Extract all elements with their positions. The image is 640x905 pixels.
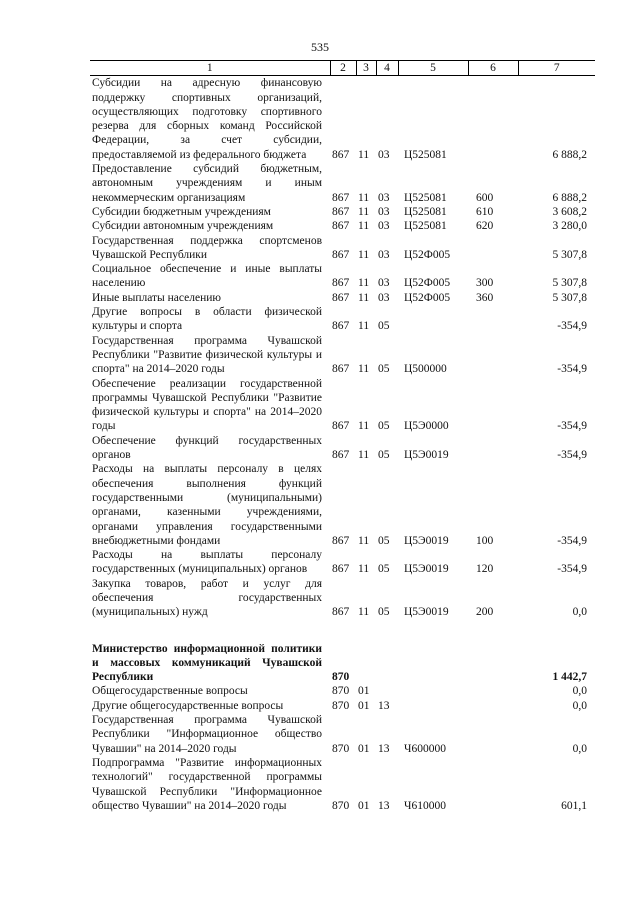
row-name: Обеспечение функций государственных органов — [92, 434, 322, 462]
row-section: 01 — [358, 699, 370, 712]
row-target-article: Ц525081 — [404, 205, 447, 218]
row-name: Иные выплаты населению — [92, 291, 221, 304]
table-row — [90, 756, 595, 813]
row-target-article: Ц5Э0000 — [404, 420, 449, 433]
row-subsection: 05 — [378, 534, 390, 547]
row-subsection: 03 — [378, 191, 390, 204]
row-section: 11 — [358, 606, 370, 619]
table-row — [90, 577, 595, 620]
row-section: 11 — [358, 220, 370, 233]
row-expense-type — [468, 377, 518, 434]
row-section: 01 — [358, 742, 370, 755]
row-admin-code: 867 — [332, 606, 350, 619]
row-expense-type: 200 — [476, 606, 494, 619]
row-expense-type: 620 — [476, 220, 494, 233]
row-expense-type: 100 — [476, 534, 494, 547]
budget-table — [90, 60, 595, 813]
row-amount: 5 307,8 — [552, 291, 587, 304]
row-amount: 3 280,0 — [552, 220, 587, 233]
row-name: Социальное обеспечение и иные выплаты населению — [92, 263, 322, 290]
row-target-article: Ц52Ф005 — [404, 248, 451, 261]
row-amount: -354,9 — [557, 363, 587, 376]
table-row — [90, 262, 595, 291]
row-name: Другие общегосударственные вопросы — [92, 699, 284, 712]
row-expense-type — [468, 756, 518, 813]
row-admin-code: 870 — [332, 799, 350, 812]
row-section: 11 — [358, 563, 370, 576]
row-admin-code: 867 — [332, 534, 350, 547]
row-expense-type — [468, 76, 518, 162]
row-name: Закупка товаров, работ и услуг для обеспечения государственных (муниципальных) нужд — [92, 577, 322, 619]
row-subsection: 05 — [378, 363, 390, 376]
row-admin-code: 867 — [332, 205, 350, 218]
row-admin-code: 867 — [332, 277, 350, 290]
row-expense-type: 120 — [476, 563, 494, 576]
row-subsection: 13 — [378, 799, 390, 812]
row-target-article: Ч610000 — [404, 799, 446, 812]
row-subsection: 05 — [378, 320, 390, 333]
row-target-article: Ч600000 — [404, 742, 446, 755]
row-amount: 6 888,2 — [552, 191, 587, 204]
row-name: Другие вопросы в области физической культуры и спорта — [92, 306, 322, 333]
row-admin-code: 867 — [332, 248, 350, 261]
row-amount: -354,9 — [557, 534, 587, 547]
table-row — [90, 76, 595, 162]
row-admin-code: 867 — [332, 191, 350, 204]
row-expense-type — [468, 305, 518, 334]
row-section: 11 — [358, 148, 370, 161]
row-section: 01 — [358, 685, 370, 698]
row-subsection: 03 — [378, 205, 390, 218]
row-subsection: 03 — [378, 291, 390, 304]
row-amount: 0,0 — [572, 742, 587, 755]
row-expense-type: 360 — [476, 291, 494, 304]
row-section: 11 — [358, 277, 370, 290]
row-subsection: 05 — [378, 563, 390, 576]
row-subsection — [376, 684, 398, 698]
row-admin-code: 867 — [332, 449, 350, 462]
header-col-1: 1 — [90, 61, 330, 76]
row-expense-type — [468, 642, 518, 685]
row-section: 11 — [358, 534, 370, 547]
row-name: Государственная поддержка спортсменов Чувашской Республики — [92, 234, 322, 261]
row-section: 11 — [358, 291, 370, 304]
row-expense-type — [468, 684, 518, 698]
row-subsection: 13 — [378, 742, 390, 755]
table-row — [90, 162, 595, 205]
row-name: Обеспечение реализации государственной программы Чувашской Республики "Развитие физической культуры и спорта" на 2014–2020 годы — [92, 377, 322, 433]
row-amount: -354,9 — [557, 563, 587, 576]
row-subsection: 03 — [378, 248, 390, 261]
row-amount: 5 307,8 — [552, 248, 587, 261]
row-expense-type: 610 — [476, 205, 494, 218]
row-name: Субсидии бюджетным учреждениям — [92, 205, 271, 218]
row-expense-type: 600 — [476, 191, 494, 204]
spacer-cell — [90, 620, 595, 642]
row-admin-code: 870 — [332, 699, 350, 712]
row-admin-code: 867 — [332, 320, 350, 333]
row-name: Государственная программа Чувашской Республики "Развитие физической культуры и спорта" на 2014–2020 годы — [92, 334, 322, 376]
table-row — [90, 205, 595, 219]
row-expense-type — [468, 434, 518, 463]
header-col-2: 2 — [330, 61, 356, 76]
row-name: Субсидии на адресную финансовую поддержку спортивных организаций, осуществляющих подготовку спортивного резерва для сборных команд Российской Федерации, за счет субсидии, предоставляемой из федерального бюджета — [92, 77, 322, 161]
row-amount: 3 608,2 — [552, 205, 587, 218]
row-expense-type — [468, 713, 518, 756]
row-subsection: 03 — [378, 277, 390, 290]
row-section: 01 — [358, 799, 370, 812]
table-row — [90, 305, 595, 334]
row-target-article — [398, 699, 468, 713]
table-header-row — [90, 61, 595, 76]
row-target-article: Ц525081 — [404, 191, 447, 204]
row-section: 11 — [358, 248, 370, 261]
row-amount: 6 888,2 — [552, 148, 587, 161]
row-target-article: Ц5Э0019 — [404, 606, 449, 619]
table-row — [90, 291, 595, 305]
row-amount: 601,1 — [561, 799, 587, 812]
row-target-article: Ц52Ф005 — [404, 291, 451, 304]
table-row — [90, 434, 595, 463]
row-section: 11 — [358, 420, 370, 433]
row-expense-type: 300 — [476, 277, 494, 290]
row-admin-code: 870 — [332, 671, 350, 684]
row-amount: -354,9 — [557, 420, 587, 433]
table-spacer-row — [90, 620, 595, 642]
row-name: Государственная программа Чувашской Республики "Информационное общество Чувашии" на 2014–2020 годы — [92, 714, 322, 755]
table-row — [90, 234, 595, 263]
row-amount: 0,0 — [572, 699, 587, 712]
row-target-article: Ц5Э0019 — [404, 534, 449, 547]
header-col-7: 7 — [518, 61, 595, 76]
row-subsection: 13 — [378, 699, 390, 712]
row-name: Подпрограмма "Развитие информационных технологий" государственной программы Чувашской Республики "Информационное общество Чувашии" на 2014–2020 годы — [92, 756, 322, 812]
row-target-article: Ц525081 — [404, 220, 447, 233]
table-row — [90, 462, 595, 548]
table-row — [90, 642, 595, 685]
row-section: 11 — [358, 363, 370, 376]
row-subsection: 05 — [378, 420, 390, 433]
row-target-article: Ц52Ф005 — [404, 277, 451, 290]
row-name: Субсидии автономным учреждениям — [92, 220, 274, 233]
table-row — [90, 713, 595, 756]
row-amount: 0,0 — [572, 685, 587, 698]
table-row — [90, 219, 595, 233]
row-section: 11 — [358, 191, 370, 204]
row-admin-code: 870 — [332, 742, 350, 755]
table-row — [90, 684, 595, 698]
row-target-article: Ц5Э0019 — [404, 563, 449, 576]
page-number: 535 — [311, 40, 329, 54]
row-section: 11 — [358, 320, 370, 333]
table-row — [90, 377, 595, 434]
row-amount: 0,0 — [572, 606, 587, 619]
row-name: Общегосударственные вопросы — [92, 685, 248, 698]
row-section: 11 — [358, 205, 370, 218]
row-section: 11 — [358, 449, 370, 462]
row-admin-code: 867 — [332, 148, 350, 161]
row-expense-type — [468, 334, 518, 377]
header-col-5: 5 — [398, 61, 468, 76]
row-subsection: 03 — [378, 148, 390, 161]
row-admin-code: 867 — [332, 220, 350, 233]
row-name: Министерство информационной политики и массовых коммуникаций Чувашской Республики — [92, 642, 322, 684]
row-amount: -354,9 — [557, 320, 587, 333]
row-target-article: Ц500000 — [404, 363, 447, 376]
table-row — [90, 699, 595, 713]
header-col-3: 3 — [356, 61, 376, 76]
row-admin-code: 867 — [332, 563, 350, 576]
row-target-article: Ц525081 — [404, 148, 447, 161]
row-target-article: Ц5Э0019 — [404, 449, 449, 462]
row-target-article — [398, 684, 468, 698]
row-admin-code: 867 — [332, 363, 350, 376]
table-row — [90, 334, 595, 377]
row-target-article — [398, 642, 468, 685]
row-amount: 1 442,7 — [552, 671, 587, 684]
row-subsection: 05 — [378, 606, 390, 619]
header-col-4: 4 — [376, 61, 398, 76]
row-subsection: 03 — [378, 220, 390, 233]
row-amount: 5 307,8 — [552, 277, 587, 290]
row-admin-code: 870 — [332, 685, 350, 698]
row-section — [356, 642, 376, 685]
row-name: Расходы на выплаты персоналу государственных (муниципальных) органов — [92, 549, 322, 576]
row-expense-type — [468, 234, 518, 263]
row-subsection — [376, 642, 398, 685]
row-subsection: 05 — [378, 449, 390, 462]
row-admin-code: 867 — [332, 291, 350, 304]
header-col-6: 6 — [468, 61, 518, 76]
table-row — [90, 548, 595, 577]
row-amount: -354,9 — [557, 449, 587, 462]
row-name: Расходы на выплаты персоналу в целях обеспечения выполнения функций государственными (муниципальными) органами, казенными учреждениями, органами управления государственными внебюджетными фондами — [92, 463, 322, 547]
row-admin-code: 867 — [332, 420, 350, 433]
row-name: Предоставление субсидий бюджетным, автономным учреждениям и иным некоммерческим организациям — [92, 163, 322, 204]
row-target-article — [398, 305, 468, 334]
row-expense-type — [468, 699, 518, 713]
